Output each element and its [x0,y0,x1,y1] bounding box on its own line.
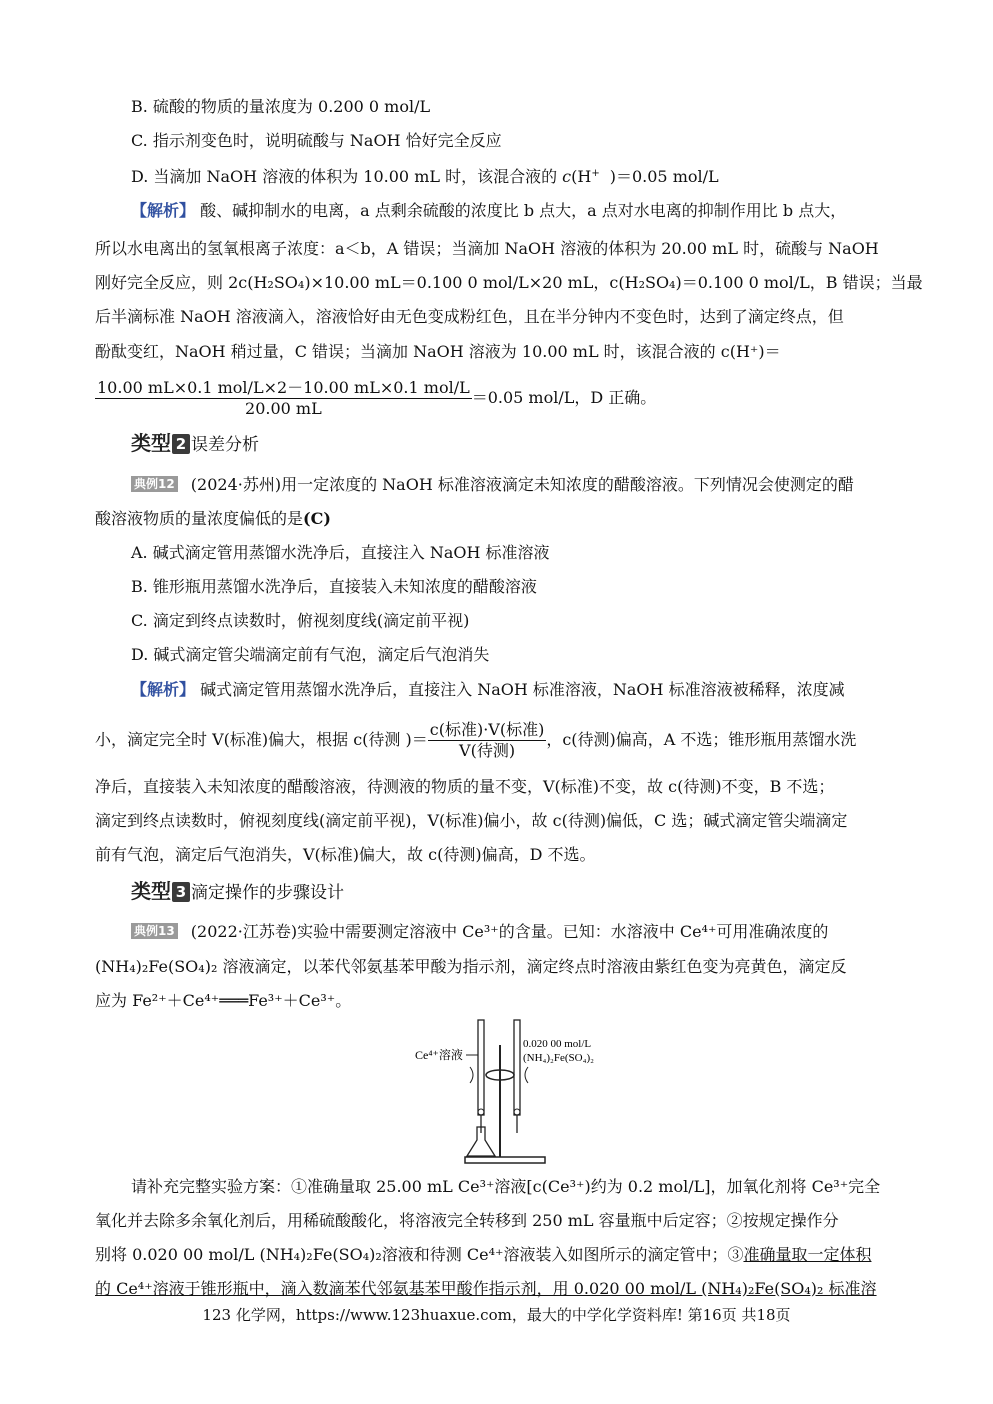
ex12-text2: 酸溶液物质的量浓度偏低的是 [95,509,304,528]
type3-label: 类型 [131,879,171,903]
type3-heading [131,880,344,904]
analysis1-line2: 所以水电离出的氢氧根离子浓度：a＜b，A 错误；当滴加 NaOH 溶液的体积为 20.00 mL 时，硫酸与 NaOH [95,239,879,258]
plan-line2: 氧化并去除多余氧化剂后，用稀硫酸酸化，将溶液完全转移到 250 mL 容量瓶中后定容；②按规定操作分 [95,1211,839,1230]
ex12-line1 [131,475,854,495]
option-d-h: (H [571,167,592,186]
ex13-line3: 应为 Fe²⁺＋Ce⁴⁺═══Fe³⁺＋Ce³⁺。 [95,991,352,1010]
figure-left-label: Ce⁴⁺溶液 [415,1048,463,1062]
analysis1-fraction [95,378,472,419]
type2-heading [131,432,259,456]
option-d-c: c [562,167,572,186]
clamp-wing-left [470,1067,473,1083]
option-d-text: D. 当滴加 NaOH 溶液的体积为 10.00 mL 时，该混合液的 [131,167,563,186]
ex13-tag: 典例13 [131,923,178,939]
plan-line3-underlined: 准确量取一定体积 [743,1245,872,1264]
type3-number: 3 [172,882,190,902]
ex12-option-c: C. 滴定到终点读数时，俯视刻度线(滴定前平视) [131,611,470,630]
analysis1-line3: 刚好完全反应，则 2c(H₂SO₄)×10.00 mL＝0.100 0 mol/L×20 mL，c(H₂SO₄)＝0.100 0 mol/L，B 错误；当最 [95,273,923,292]
fraction-numerator: 10.00 mL×0.1 mol/L×2－10.00 mL×0.1 mol/L [97,378,470,397]
ex12-answer: (C) [303,509,331,528]
titration-apparatus-figure [410,1015,620,1170]
analysis2-text2-pre: 小，滴定完全时 V(标准)偏大，根据 c(待测 )＝ [95,730,428,749]
type2-label: 类型 [131,431,171,455]
ex12-option-d: D. 碱式滴定管尖端滴定前有气泡，滴定后气泡消失 [131,645,490,664]
option-c: C. 指示剂变色时，说明硫酸与 NaOH 恰好完全反应 [131,131,502,150]
analysis1-line1 [131,201,897,221]
type3-title: 滴定操作的步骤设计 [191,883,344,903]
option-d [131,167,719,187]
ex13-line2: (NH₄)₂Fe(SO₄)₂ 溶液滴定，以苯代邻氨基苯甲酸为指示剂，滴定终点时溶液由紫红色变为亮黄色，滴定反 [95,957,847,976]
analysis1-tag: 【解析】 [131,201,196,220]
ex12-option-a: A. 碱式滴定管用蒸馏水洗净后，直接注入 NaOH 标准溶液 [131,543,550,562]
analysis1-line4: 后半滴标准 NaOH 溶液滴入，溶液恰好由无色变成粉红色，且在半分钟内不变色时，达到了滴定终点，但 [95,307,844,326]
analysis2-line2 [95,720,856,761]
stand-base [465,1157,545,1163]
analysis2-text2-post: ，c(待测)偏高，A 不选；锥形瓶用蒸馏水洗 [546,730,857,749]
left-burette [478,1020,484,1115]
figure-right-label1: 0.020 00 mol/L [523,1038,592,1050]
option-d-sup: + [591,168,600,179]
fraction-denominator: 20.00 mL [245,399,322,418]
ex12-text1: (2024·苏州)用一定浓度的 NaOH 标准溶液滴定未知浓度的醋酸溶液。下列情况会使测定的醋 [190,475,854,494]
analysis2-line3: 净后，直接装入未知浓度的醋酸溶液，待测液的物质的量不变，V(标准)不变，故 c(待测)不变，B 不选； [95,777,835,796]
ex12-tag: 典例12 [131,476,178,492]
ex13-line1 [131,922,828,942]
right-stopcock [514,1109,520,1115]
analysis2-frac-num: c(标准)·V(标准) [429,720,545,739]
ex12-line2 [95,509,331,529]
analysis2-fraction [428,720,547,761]
fraction-tail: ＝0.05 mol/L，D 正确。 [471,388,657,407]
plan-line4: 的 Ce⁴⁺溶液于锥形瓶中，滴入数滴苯代邻氨基苯甲酸作指示剂，用 0.020 00 mol/L (NH₄)₂Fe(SO₄)₂ 标准溶 [95,1279,877,1298]
option-d-tail: )＝0.05 mol/L [609,167,719,186]
analysis2-line4: 滴定到终点读数时，俯视刻度线(滴定前平视)，V(标准)偏小，故 c(待测)偏低，C 选；碱式滴定管尖端滴定 [95,811,848,830]
page-footer: 123 化学网，https://www.123huaxue.com，最大的中学化学资料库! 第16页 共18页 [202,1306,791,1324]
analysis2-tag: 【解析】 [131,680,196,699]
type2-number: 2 [172,434,190,454]
analysis2-line1 [131,680,845,700]
right-burette [514,1020,520,1115]
analysis1-text1: 酸、碱抑制水的电离，a 点剩余硫酸的浓度比 b 点大，a 点对水电离的抑制作用比 b 点大， [200,201,847,220]
analysis1-fraction-line [95,378,656,419]
plan-line1: 请补充完整实验方案：①准确量取 25.00 mL Ce³⁺溶液[c(Ce³⁺)约为 0.2 mol/L]，加氧化剂将 Ce³⁺完全 [131,1177,881,1196]
analysis1-line5: 酚酞变红，NaOH 稍过量，C 错误；当滴加 NaOH 溶液为 10.00 mL 时，该混合液的 c(H⁺)＝ [95,342,781,361]
option-b: B. 硫酸的物质的量浓度为 0.200 0 mol/L [131,97,431,116]
ex12-option-b: B. 锥形瓶用蒸馏水洗净后，直接装入未知浓度的醋酸溶液 [131,577,537,596]
analysis2-frac-den: V(待测) [459,741,516,760]
plan-line3 [95,1245,871,1265]
analysis2-text1: 碱式滴定管用蒸馏水洗净后，直接注入 NaOH 标准溶液，NaOH 标准溶液被稀释，浓度减 [200,680,845,699]
plan-line3-text: 别将 0.020 00 mol/L (NH₄)₂Fe(SO₄)₂溶液和待测 Ce⁴⁺溶液装入如图所示的滴定管中；③ [95,1245,744,1264]
analysis2-line5: 前有气泡，滴定后气泡消失，V(标准)偏大，故 c(待测)偏高，D 不选。 [95,845,596,864]
ex13-text1: (2022·江苏卷)实验中需要测定溶液中 Ce³⁺的含量。已知：水溶液中 Ce⁴⁺可用准确浓度的 [190,922,829,941]
clamp-wing-right [525,1067,528,1083]
type2-title: 误差分析 [191,435,259,455]
figure-right-label2: (NH₄)₂Fe(SO₄)₂ [523,1052,594,1064]
left-stopcock [478,1109,484,1115]
